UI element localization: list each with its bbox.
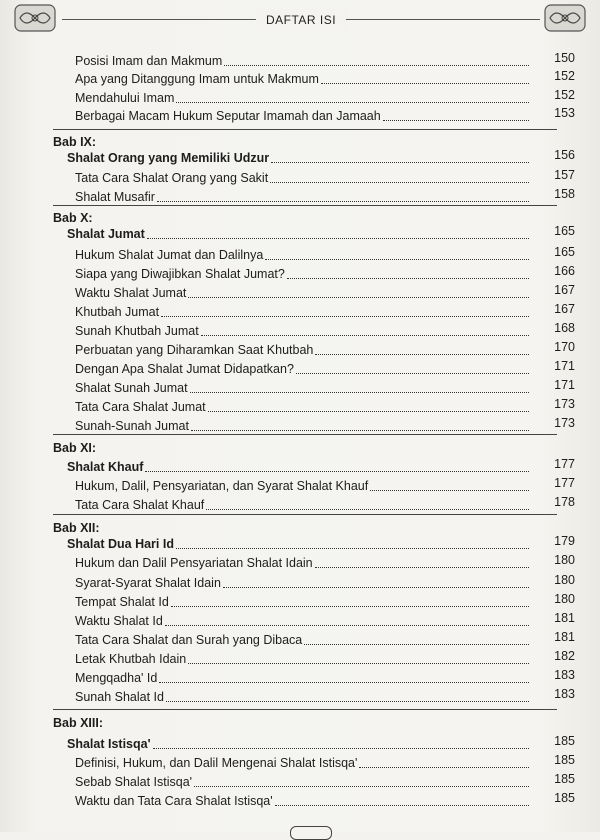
chapter-divider xyxy=(53,514,557,515)
chapter-heading[interactable]: Shalat Jumat 165 xyxy=(67,224,575,241)
toc-entry[interactable]: Mengqadha' Id 183 xyxy=(75,668,575,685)
page-number: 167 xyxy=(554,302,575,316)
page-number: 152 xyxy=(554,69,575,83)
chapter-label: Bab XI: xyxy=(53,441,97,455)
page-number: 165 xyxy=(554,245,575,259)
toc-entry[interactable]: Waktu Shalat Jumat 167 xyxy=(75,283,575,300)
page-number: 157 xyxy=(554,168,575,182)
toc-entry[interactable]: Sebab Shalat Istisqa' 185 xyxy=(75,772,575,789)
toc-entry[interactable]: Waktu dan Tata Cara Shalat Istisqa' 185 xyxy=(75,791,575,808)
toc-entry[interactable]: Hukum, Dalil, Pensyariatan, dan Syarat Shalat Khauf 177 xyxy=(75,476,575,493)
page-number: 180 xyxy=(554,553,575,567)
chapter-divider xyxy=(53,205,557,206)
chapter-label: Bab X: xyxy=(53,211,93,225)
toc-entry[interactable]: Shalat Sunah Jumat 171 xyxy=(75,378,575,395)
page-number: 165 xyxy=(554,224,575,238)
page-number: 177 xyxy=(554,457,575,471)
toc-entry[interactable]: Berbagai Macam Hukum Seputar Imamah dan Jamaah 153 xyxy=(75,106,575,123)
chapter-divider xyxy=(53,434,557,435)
toc-entry[interactable]: Dengan Apa Shalat Jumat Didapatkan? 171 xyxy=(75,359,575,376)
toc-entry[interactable]: Tata Cara Shalat Orang yang Sakit 157 xyxy=(75,168,575,185)
page-number: 185 xyxy=(554,791,575,805)
page-number: 152 xyxy=(554,88,575,102)
page-number: 183 xyxy=(554,687,575,701)
toc-entry[interactable]: Shalat Musafir 158 xyxy=(75,187,575,204)
toc-entry[interactable]: Hukum Shalat Jumat dan Dalilnya 165 xyxy=(75,245,575,262)
chapter-label: Bab IX: xyxy=(53,135,97,149)
toc-entry[interactable]: Apa yang Ditanggung Imam untuk Makmum 152 xyxy=(75,69,575,86)
toc-entry[interactable]: Siapa yang Diwajibkan Shalat Jumat? 166 xyxy=(75,264,575,281)
page-number: 185 xyxy=(554,753,575,767)
page-number: 182 xyxy=(554,649,575,663)
page-number: 179 xyxy=(554,534,575,548)
chapter-heading[interactable]: Shalat Orang yang Memiliki Udzur 156 xyxy=(67,148,575,165)
page-number: 183 xyxy=(554,668,575,682)
chapter-label: Bab XIII: xyxy=(53,716,104,730)
toc-entry[interactable]: Hukum dan Dalil Pensyariatan Shalat Idain 180 xyxy=(75,553,575,570)
chapter-divider xyxy=(53,129,557,130)
chapter-heading[interactable]: Shalat Dua Hari Id 179 xyxy=(67,534,575,551)
page-number-tab xyxy=(290,826,332,840)
page-number: 158 xyxy=(554,187,575,201)
page-number: 177 xyxy=(554,476,575,490)
page-number: 173 xyxy=(554,397,575,411)
page-number: 171 xyxy=(554,359,575,373)
page-number: 168 xyxy=(554,321,575,335)
page-number: 185 xyxy=(554,772,575,786)
page-number: 178 xyxy=(554,495,575,509)
page-number: 181 xyxy=(554,630,575,644)
page-number: 180 xyxy=(554,573,575,587)
toc-entry[interactable]: Posisi Imam dan Makmum 150 xyxy=(75,51,575,68)
toc-entry[interactable]: Tata Cara Shalat dan Surah yang Dibaca 181 xyxy=(75,630,575,647)
toc-entry[interactable]: Syarat-Syarat Shalat Idain 180 xyxy=(75,573,575,590)
chapter-divider xyxy=(53,709,557,710)
toc-entry[interactable]: Letak Khutbah Idain 182 xyxy=(75,649,575,666)
page-number: 150 xyxy=(554,51,575,65)
toc-entry[interactable]: Tata Cara Shalat Jumat 173 xyxy=(75,397,575,414)
page-number: 153 xyxy=(554,106,575,120)
chapter-heading[interactable]: Shalat Khauf 177 xyxy=(67,457,575,474)
toc-entry[interactable]: Sunah-Sunah Jumat 173 xyxy=(75,416,575,433)
page-number: 173 xyxy=(554,416,575,430)
page-number: 170 xyxy=(554,340,575,354)
toc-entry[interactable]: Perbuatan yang Diharamkan Saat Khutbah 170 xyxy=(75,340,575,357)
toc-entry[interactable]: Tempat Shalat Id 180 xyxy=(75,592,575,609)
page-title: DAFTAR ISI xyxy=(256,9,346,31)
chapter-heading[interactable]: Shalat Istisqa' 185 xyxy=(67,734,575,751)
page-number: 156 xyxy=(554,148,575,162)
toc-entry[interactable]: Sunah Khutbah Jumat 168 xyxy=(75,321,575,338)
page-number: 180 xyxy=(554,592,575,606)
toc-entry[interactable]: Tata Cara Shalat Khauf 178 xyxy=(75,495,575,512)
toc-entry[interactable]: Sunah Shalat Id 183 xyxy=(75,687,575,704)
page-number: 185 xyxy=(554,734,575,748)
toc-entry[interactable]: Mendahului Imam 152 xyxy=(75,88,575,105)
page-number: 181 xyxy=(554,611,575,625)
toc-entry[interactable]: Waktu Shalat Id 181 xyxy=(75,611,575,628)
toc-entry[interactable]: Definisi, Hukum, dan Dalil Mengenai Shalat Istisqa' 185 xyxy=(75,753,575,770)
page-number: 167 xyxy=(554,283,575,297)
chapter-label: Bab XII: xyxy=(53,521,100,535)
page-number: 166 xyxy=(554,264,575,278)
page-number: 171 xyxy=(554,378,575,392)
toc-entry[interactable]: Khutbah Jumat 167 xyxy=(75,302,575,319)
